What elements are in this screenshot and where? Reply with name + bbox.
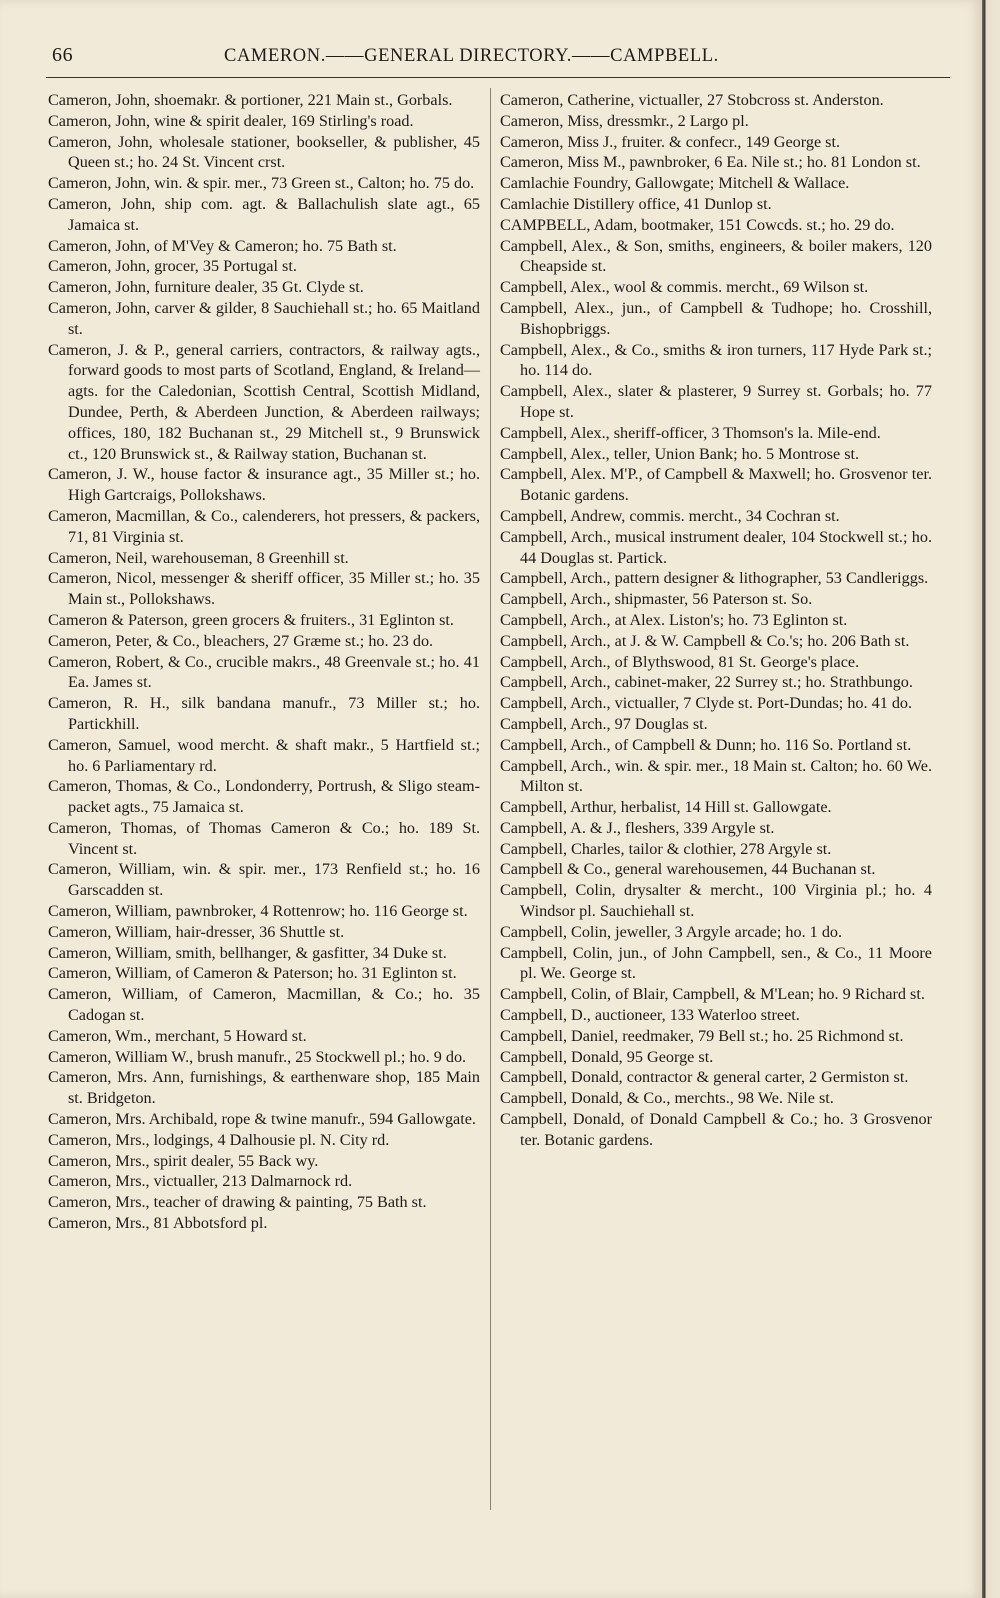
directory-entry: Cameron, Mrs. Archibald, rope & twine manufr., 594 Gallowgate. [48, 1110, 476, 1129]
directory-entry: Cameron, Nicol, messenger & sheriff officer, 35 Miller st.; ho. 35 Main st., Pollokshaws. [48, 569, 480, 609]
directory-entry: Cameron, Thomas, of Thomas Cameron & Co.; ho. 189 St. Vincent st. [48, 818, 480, 858]
directory-entry: Campbell, Alex., & Son, smiths, engineers, & boiler makers, 120 Cheapside st. [500, 236, 932, 276]
directory-entry: Campbell, Arch., at Alex. Liston's; ho. 73 Eglinton st. [500, 610, 848, 629]
column-divider [490, 88, 491, 1510]
directory-entry: Campbell, Arch., musical instrument dealer, 104 Stockwell st.; ho. 44 Douglas st. Partick. [500, 527, 932, 567]
adjacent-page-edge [982, 0, 1000, 1598]
directory-entry: Campbell, Donald, contractor & general carter, 2 Germiston st. [500, 1068, 909, 1087]
directory-entry: Campbell, Arch., of Blythswood, 81 St. George's place. [500, 652, 860, 671]
directory-entry: Cameron, John, shoemakr. & portioner, 221 Main st., Gorbals. [48, 91, 453, 109]
directory-entry: Cameron, William, hair-dresser, 36 Shuttle st. [48, 922, 345, 941]
directory-entry: Cameron, Miss M., pawnbroker, 6 Ea. Nile st.; ho. 81 London st. [500, 153, 921, 172]
directory-entry: Cameron, William W., brush manufr., 25 Stockwell pl.; ho. 9 do. [48, 1047, 467, 1066]
directory-entry: Campbell, Arthur, herbalist, 14 Hill st. Gallowgate. [500, 798, 832, 817]
directory-entry: Campbell & Co., general warehousemen, 44 Buchanan st. [500, 860, 876, 879]
directory-entry: Camlachie Distillery office, 41 Dunlop st. [500, 194, 772, 213]
directory-entry: Campbell, Arch., cabinet-maker, 22 Surrey st.; ho. Strathbungo. [500, 673, 913, 692]
directory-entry: Cameron, William, of Cameron, Macmillan, & Co.; ho. 35 Cadogan st. [48, 985, 480, 1025]
directory-entry: Cameron, William, pawnbroker, 4 Rottenrow; ho. 116 George st. [48, 902, 468, 921]
directory-entry: Campbell, Donald, of Donald Campbell & Co.; ho. 3 Grosvenor ter. Botanic gardens. [500, 1110, 932, 1149]
directory-entry: Campbell, Colin, jeweller, 3 Argyle arcade; ho. 1 do. [500, 922, 843, 941]
directory-entry: Cameron, Mrs., teacher of drawing & painting, 75 Bath st. [48, 1193, 427, 1212]
directory-entry: Campbell, Alex., jun., of Campbell & Tudhope; ho. Crosshill, Bishopbriggs. [500, 298, 932, 338]
directory-entry: Cameron, Mrs., victualler, 213 Dalmarnock rd. [48, 1172, 353, 1191]
directory-entry: Cameron, J. W., house factor & insurance agt., 35 Miller st.; ho. High Gartcraigs, Pollokshaws. [48, 465, 480, 505]
directory-entry: Cameron, John, grocer, 35 Portugal st. [48, 257, 297, 276]
directory-entry: Cameron, Thomas, & Co., Londonderry, Portrush, & Sligo steam-packet agts., 75 Jamaica st. [48, 777, 480, 817]
directory-entry: Cameron, Catherine, victualler, 27 Stobcross st. Anderston. [500, 91, 884, 109]
directory-entry: Cameron, John, furniture dealer, 35 Gt. Clyde st. [48, 278, 364, 297]
directory-entry: Campbell, A. & J., fleshers, 339 Argyle st. [500, 818, 775, 837]
directory-entry: Campbell, Donald, & Co., merchts., 98 We. Nile st. [500, 1089, 834, 1108]
directory-entry: Cameron, Mrs., 81 Abbotsford pl. [48, 1214, 268, 1233]
directory-entry: Cameron, John, wine & spirit dealer, 169 Stirling's road. [48, 111, 414, 130]
directory-entry: Campbell, Alex., slater & plasterer, 9 Surrey st. Gorbals; ho. 77 Hope st. [500, 382, 932, 421]
directory-entry: Cameron, R. H., silk bandana manufr., 73 Miller st.; ho. Partickhill. [48, 694, 480, 733]
directory-entry: Cameron, John, of M'Vey & Cameron; ho. 75 Bath st. [48, 236, 397, 255]
running-title: CAMERON.——GENERAL DIRECTORY.——CAMPBELL. [224, 46, 719, 66]
directory-entry: Cameron, Miss, dressmkr., 2 Largo pl. [500, 111, 749, 130]
directory-entry: Campbell, Donald, 95 George st. [500, 1047, 714, 1066]
directory-entry: Campbell, Andrew, commis. mercht., 34 Cochran st. [500, 506, 840, 525]
directory-entry: Cameron, Wm., merchant, 5 Howard st. [48, 1026, 307, 1045]
directory-entry: Campbell, Alex., teller, Union Bank; ho. 5 Montrose st. [500, 444, 860, 463]
directory-entry: Campbell, Arch., pattern designer & lithographer, 53 Candleriggs. [500, 569, 929, 588]
directory-entry: Campbell, Alex. M'P., of Campbell & Maxwell; ho. Grosvenor ter. Botanic gardens. [500, 465, 932, 505]
directory-entry: Cameron, William, of Cameron & Paterson; ho. 31 Eglinton st. [48, 964, 457, 983]
directory-entry: Cameron, Samuel, wood mercht. & shaft makr., 5 Hartfield st.; ho. 6 Parliamentary rd. [48, 735, 480, 775]
directory-entry: Cameron, Mrs. Ann, furnishings, & earthenware shop, 185 Main st. Bridgeton. [48, 1068, 480, 1108]
directory-entry: Campbell, Colin, of Blair, Campbell, & M'Lean; ho. 9 Richard st. [500, 985, 925, 1004]
directory-entry: Cameron, Neil, warehouseman, 8 Greenhill st. [48, 548, 349, 567]
directory-entry: Campbell, Arch., at J. & W. Campbell & Co.'s; ho. 206 Bath st. [500, 631, 910, 650]
directory-entry: Campbell, Daniel, reedmaker, 79 Bell st.; ho. 25 Richmond st. [500, 1026, 904, 1045]
directory-entry: Cameron, John, ship com. agt. & Ballachulish slate agt., 65 Jamaica st. [48, 194, 480, 234]
page-header [52, 42, 952, 72]
directory-entry: Campbell, Arch., win. & spir. mer., 18 Main st. Calton; ho. 60 We. Milton st. [500, 756, 932, 796]
directory-entry: Campbell, Colin, jun., of John Campbell, sen., & Co., 11 Moore pl. We. George st. [500, 943, 932, 983]
directory-entry: Campbell, D., auctioneer, 133 Waterloo street. [500, 1006, 800, 1025]
directory-entry: Cameron, Mrs., lodgings, 4 Dalhousie pl. N. City rd. [48, 1130, 390, 1149]
directory-entry: Cameron, William, smith, bellhanger, & gasfitter, 34 Duke st. [48, 943, 447, 962]
directory-entry: Cameron & Paterson, green grocers & fruiters., 31 Eglinton st. [48, 610, 454, 629]
header-rule [46, 77, 950, 78]
directory-entry: Cameron, J. & P., general carriers, contractors, & railway agts., forward goods to most parts of Scotland, England, & Ireland—agts. for the Caledonian, Scottish Central, Scottish Midland, Dundee, Perth, & Aberdeen Junction, & Aberdeen railways; offices, 180, 182 Buchanan st., 29 Mitchell st., 9 Brunswick ct., 120 Brunswick st., & Railway station, Buchanan st. [48, 340, 480, 463]
directory-entry: Campbell, Arch., victualler, 7 Clyde st. Port-Dundas; ho. 41 do. [500, 694, 913, 713]
page-number: 66 [52, 44, 74, 66]
directory-entry: Cameron, John, wholesale stationer, bookseller, & publisher, 45 Queen st.; ho. 24 St. Vincent crst. [48, 132, 480, 172]
directory-entry: Cameron, Macmillan, & Co., calenderers, hot pressers, & packers, 71, 81 Virginia st. [48, 506, 480, 546]
directory-entry: Campbell, Charles, tailor & clothier, 278 Argyle st. [500, 839, 832, 858]
directory-entry: Cameron, William, win. & spir. mer., 173 Renfield st.; ho. 16 Garscadden st. [48, 860, 480, 900]
directory-entry: Campbell, Arch., 97 Douglas st. [500, 714, 708, 733]
directory-entry: Cameron, Peter, & Co., bleachers, 27 Græme st.; ho. 23 do. [48, 631, 434, 650]
right-column [500, 90, 932, 1151]
directory-entry: CAMPBELL, Adam, bootmaker, 151 Cowcds. st.; ho. 29 do. [500, 215, 895, 234]
directory-entry: Campbell, Colin, drysalter & mercht., 100 Virginia pl.; ho. 4 Windsor pl. Sauchiehall st. [500, 881, 932, 921]
directory-entry: Campbell, Alex., wool & commis. mercht., 69 Wilson st. [500, 278, 869, 297]
left-column [48, 90, 480, 1234]
directory-entry: Campbell, Arch., of Campbell & Dunn; ho. 116 So. Portland st. [500, 735, 912, 754]
directory-entry: Cameron, Robert, & Co., crucible makrs., 48 Greenvale st.; ho. 41 Ea. James st. [48, 652, 480, 692]
directory-entry: Camlachie Foundry, Gallowgate; Mitchell & Wallace. [500, 174, 850, 193]
directory-entry: Cameron, Mrs., spirit dealer, 55 Back wy. [48, 1151, 319, 1170]
directory-entry: Campbell, Alex., & Co., smiths & iron turners, 117 Hyde Park st.; ho. 114 do. [500, 340, 932, 380]
directory-entry: Campbell, Alex., sheriff-officer, 3 Thomson's la. Mile-end. [500, 423, 881, 442]
directory-entry: Campbell, Arch., shipmaster, 56 Paterson st. So. [500, 590, 813, 609]
directory-entry: Cameron, John, win. & spir. mer., 73 Green st., Calton; ho. 75 do. [48, 174, 475, 193]
directory-entry: Cameron, Miss J., fruiter. & confecr., 149 George st. [500, 132, 841, 151]
directory-entry: Cameron, John, carver & gilder, 8 Sauchiehall st.; ho. 65 Maitland st. [48, 298, 480, 338]
